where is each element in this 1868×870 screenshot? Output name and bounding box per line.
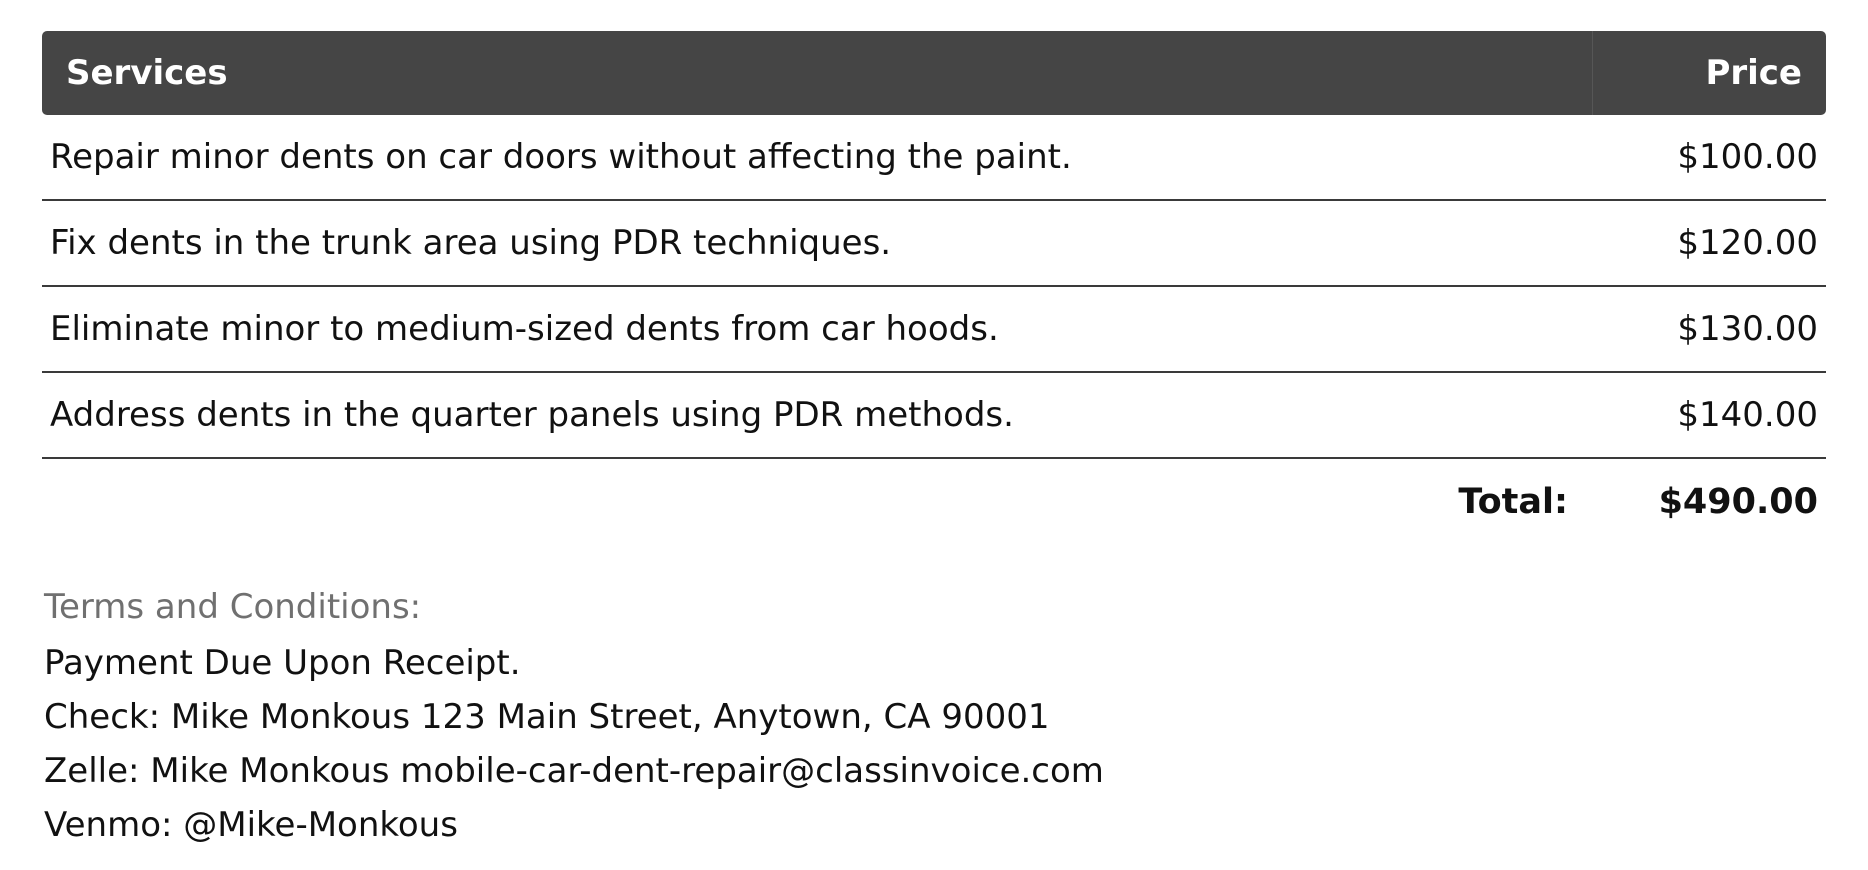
terms-payment-due: Payment Due Upon Receipt.	[44, 643, 521, 683]
service-description: Address dents in the quarter panels using PDR methods.	[50, 395, 1014, 435]
terms-venmo-info: Venmo: @Mike-Monkous	[44, 805, 458, 845]
service-description: Repair minor dents on car doors without affecting the paint.	[50, 137, 1072, 177]
table-row	[42, 201, 1826, 287]
total-label: Total:	[1458, 482, 1568, 522]
terms-section	[44, 580, 1104, 852]
service-price: $140.00	[1677, 395, 1818, 435]
table-header	[42, 31, 1826, 115]
header-services: Services	[66, 53, 228, 93]
table-row	[42, 373, 1826, 459]
service-price: $120.00	[1677, 223, 1818, 263]
terms-zelle-info: Zelle: Mike Monkous mobile-car-dent-repair@classinvoice.com	[44, 751, 1104, 791]
service-description: Fix dents in the trunk area using PDR techniques.	[50, 223, 892, 263]
terms-title: Terms and Conditions:	[44, 587, 422, 627]
total-value: $490.00	[1658, 482, 1818, 522]
services-table	[42, 31, 1826, 545]
table-row	[42, 287, 1826, 373]
service-price: $130.00	[1677, 309, 1818, 349]
total-row	[42, 459, 1826, 545]
terms-check-info: Check: Mike Monkous 123 Main Street, Anytown, CA 90001	[44, 697, 1050, 737]
table-row	[42, 115, 1826, 201]
service-description: Eliminate minor to medium-sized dents from car hoods.	[50, 309, 999, 349]
service-price: $100.00	[1677, 137, 1818, 177]
header-price: Price	[1592, 31, 1826, 115]
